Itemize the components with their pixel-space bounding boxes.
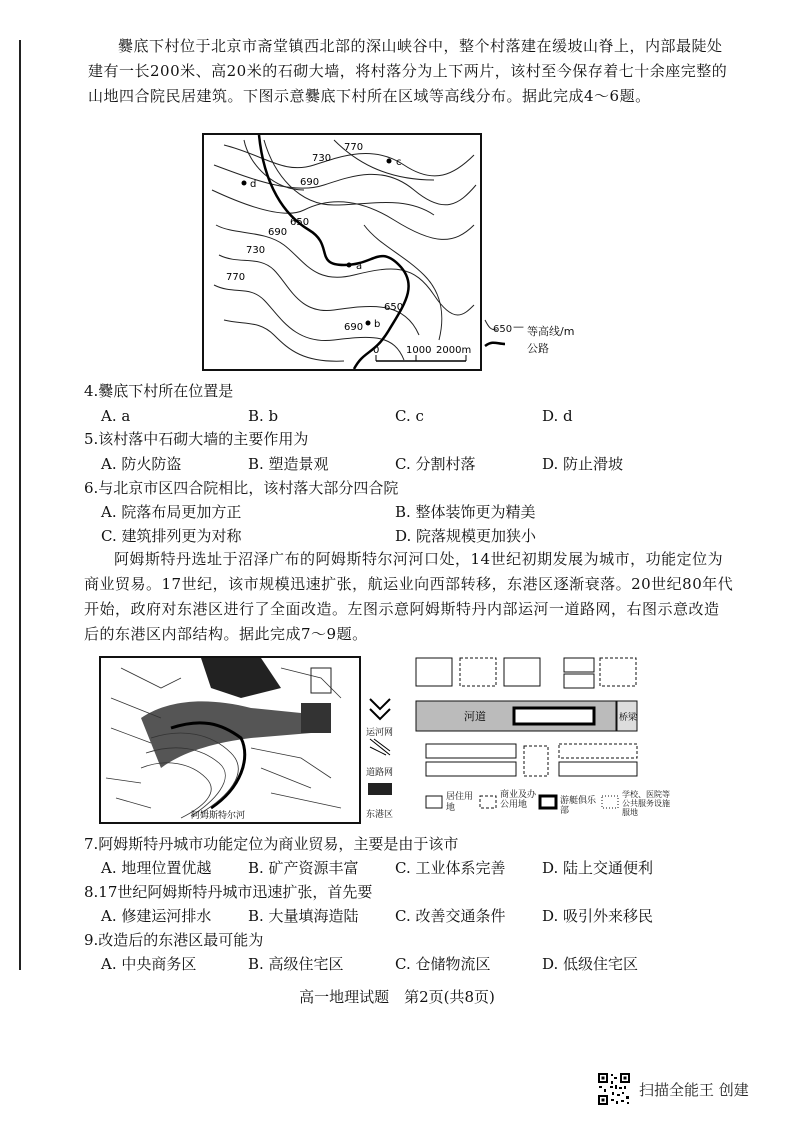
contour-map xyxy=(202,133,482,371)
q7-option-a[interactable]: A. 地理位置优越 xyxy=(101,859,212,877)
q8-option-a[interactable]: A. 修建运河排水 xyxy=(101,907,212,925)
svg-text:2000m: 2000m xyxy=(436,345,472,356)
q4-option-d[interactable]: D. d xyxy=(542,407,573,425)
contour-legend: 650 — 等高线/m 公路 xyxy=(483,318,593,358)
contour-label: 650 xyxy=(290,217,310,228)
legend-contour-value: 650 xyxy=(493,324,513,335)
legend-road-label: 公路 xyxy=(527,342,549,355)
canal-road-map xyxy=(99,656,361,824)
q6-option-d[interactable]: D. 院落规模更加狭小 xyxy=(395,527,537,545)
q7-option-b[interactable]: B. 矿产资源丰富 xyxy=(248,859,359,877)
scanner-label: 扫描全能王 创建 xyxy=(639,1080,749,1099)
svg-text:0: 0 xyxy=(373,345,380,356)
question-4-stem: 4.爨底下村所在位置是 xyxy=(84,382,234,400)
question-7-stem: 7.阿姆斯特丹城市功能定位为商业贸易，主要是由于该市 xyxy=(84,835,459,853)
q5-option-c[interactable]: C. 分割村落 xyxy=(395,455,476,473)
point-b-dot xyxy=(366,321,371,326)
legend-commercial: 商业及办公用地 xyxy=(500,790,537,810)
canal-map-legend xyxy=(364,695,404,820)
passage-1: 爨底下村位于北京市斋堂镇西北部的深山峡谷中，整个村落建在缓坡山脊上，内部最陡处建有一长200米、高20米的石砌大墙，将村落分为上下两片，该村至今保存着七十余座完整的山地四合院民居建筑。下图示意爨底下村所在区域等高线分布。据此完成4～6题。 xyxy=(88,37,728,105)
passage-2: 阿姆斯特丹选址于沼泽广布的阿姆斯特尔河河口处，14世纪初期发展为城市，功能定位为商业贸易。17世纪，该市规模迅速扩张，航运业向西部转移，东港区逐渐衰落。20世纪80年代开始，政府对东港区进行了全面改造。左图示意阿姆斯特丹内部运河一道路网，右图示意改造后的东港区内部结构。据此完成7～9题。 xyxy=(84,550,734,643)
q7-option-c[interactable]: C. 工业体系完善 xyxy=(395,859,506,877)
river-label: 阿姆斯特尔河 xyxy=(191,811,246,821)
q9-option-a[interactable]: A. 中央商务区 xyxy=(101,955,197,973)
q9-option-b[interactable]: B. 高级住宅区 xyxy=(248,955,344,973)
canal-map-svg xyxy=(101,658,359,822)
legend-east-port: 东港区 xyxy=(366,810,394,820)
contour-label: 690 xyxy=(344,322,364,333)
q4-option-a[interactable]: A. a xyxy=(101,407,131,425)
legend-yacht-club: 游艇俱乐部 xyxy=(560,796,597,816)
q6-option-a[interactable]: A. 院落布局更加方正 xyxy=(101,503,242,521)
bridge-label: 桥梁 xyxy=(619,713,638,723)
question-9-stem: 9.改造后的东港区最可能为 xyxy=(84,931,264,949)
q9-option-c[interactable]: C. 仓储物流区 xyxy=(395,955,491,973)
q7-option-d[interactable]: D. 陆上交通便利 xyxy=(542,859,654,877)
legend-canal: 运河网 xyxy=(366,728,394,738)
point-label: a xyxy=(356,261,363,272)
contour-label: 690 xyxy=(300,177,320,188)
binding-margin-line xyxy=(19,40,21,970)
road-line xyxy=(259,135,409,369)
legend-road: 道路网 xyxy=(366,768,394,778)
q8-option-d[interactable]: D. 吸引外来移民 xyxy=(542,907,654,925)
q8-option-c[interactable]: C. 改善交通条件 xyxy=(395,907,506,925)
contour-label: 770 xyxy=(344,142,364,153)
qr-code-icon xyxy=(597,1072,631,1106)
q8-option-b[interactable]: B. 大量填海造陆 xyxy=(248,907,359,925)
point-label: d xyxy=(250,179,257,190)
svg-text:1000: 1000 xyxy=(406,345,432,356)
east-port-legend xyxy=(424,790,670,824)
scale-bar xyxy=(373,345,471,361)
question-6-stem: 6.与北京市区四合院相比，该村落大部分四合院 xyxy=(84,479,399,497)
contour-label: 650 xyxy=(384,302,404,313)
point-label: b xyxy=(374,319,381,330)
scanner-watermark xyxy=(597,1072,749,1106)
page-footer: 高一地理试题 第2页(共8页) xyxy=(299,988,495,1006)
legend-residential: 居住用地 xyxy=(446,792,474,813)
q6-option-c[interactable]: C. 建筑排列更为对称 xyxy=(101,527,242,545)
east-port-structure xyxy=(414,656,638,786)
canal-legend-svg xyxy=(364,695,404,820)
river-channel-label: 河道 xyxy=(464,710,486,723)
q4-option-b[interactable]: B. b xyxy=(248,407,279,425)
q5-option-a[interactable]: A. 防火防盗 xyxy=(101,455,182,473)
east-port-svg xyxy=(414,656,638,786)
legend-contour-label: 等高线/m xyxy=(527,325,575,338)
q4-option-c[interactable]: C. c xyxy=(395,407,424,425)
point-c-dot xyxy=(387,159,392,164)
question-5-stem: 5.该村落中石砌大墙的主要作用为 xyxy=(84,430,309,448)
point-a-dot xyxy=(347,263,352,268)
q5-option-d[interactable]: D. 防止滑坡 xyxy=(542,455,624,473)
q5-option-b[interactable]: B. 塑造景观 xyxy=(248,455,329,473)
q6-option-b[interactable]: B. 整体装饰更为精美 xyxy=(395,503,536,521)
point-label: c xyxy=(396,157,402,168)
contour-map-svg xyxy=(204,135,480,369)
contour-label: 690 xyxy=(268,227,288,238)
contour-label: 770 xyxy=(226,272,246,283)
legend-public-service: 学校、医院等公共服务设施服地 xyxy=(622,790,670,817)
contour-label: 730 xyxy=(246,245,266,256)
q9-option-d[interactable]: D. 低级住宅区 xyxy=(542,955,639,973)
contour-label: 730 xyxy=(312,153,332,164)
point-d-dot xyxy=(242,181,247,186)
question-8-stem: 8.17世纪阿姆斯特丹城市迅速扩张，首先要 xyxy=(84,883,373,901)
